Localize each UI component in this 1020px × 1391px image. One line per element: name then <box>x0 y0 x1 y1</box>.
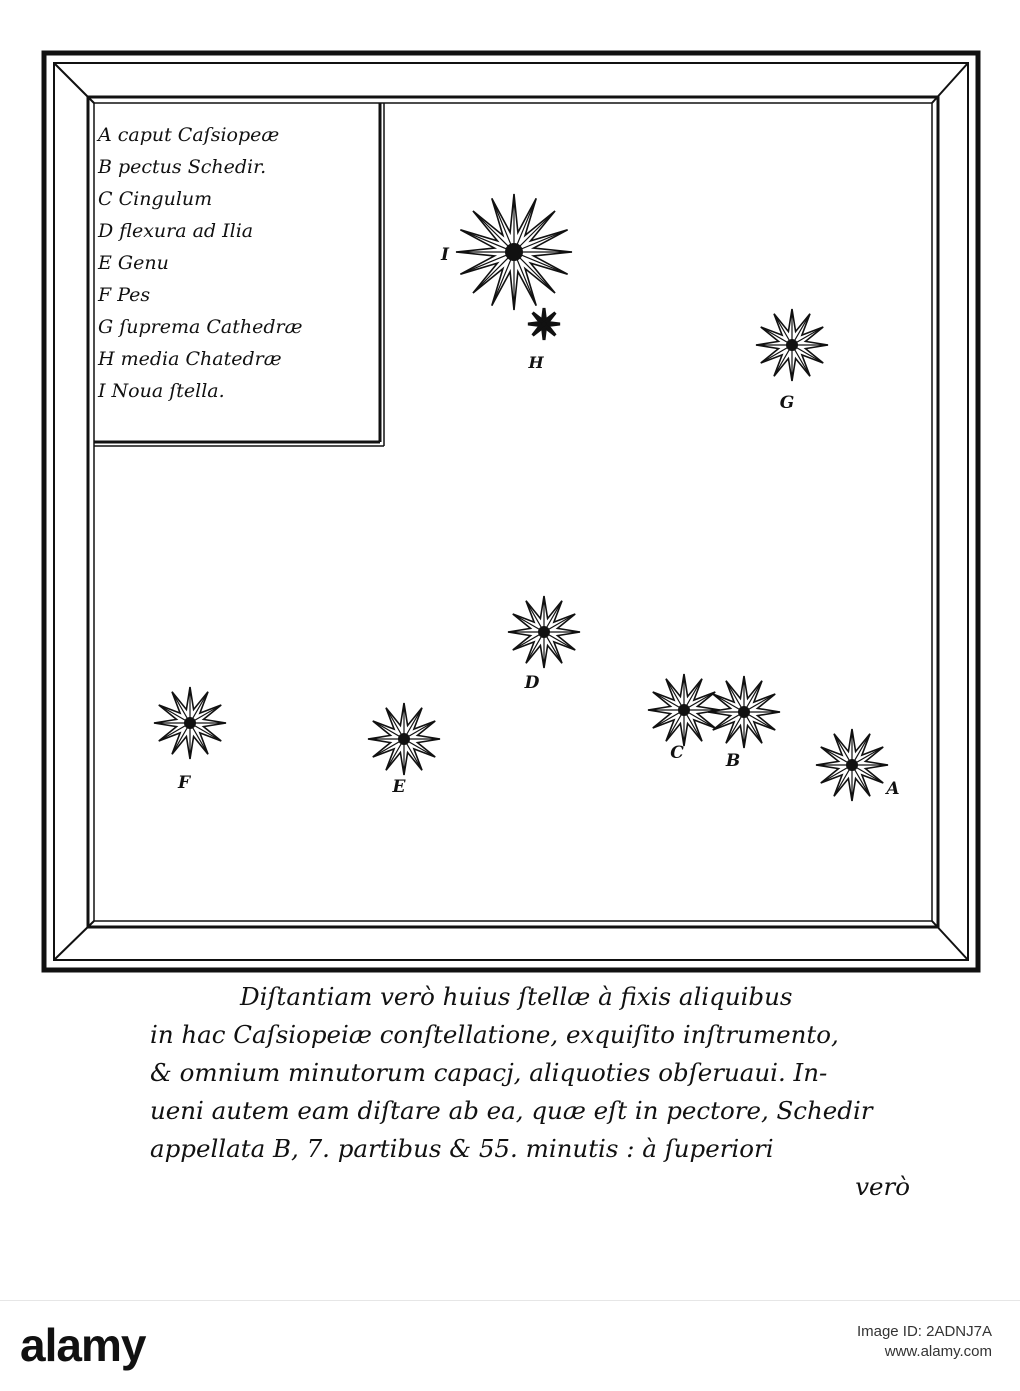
star-label-e: E <box>392 777 406 797</box>
caption-line: Diſtantiam verò huius ſtellæ à fixis aliquibus <box>240 982 793 1011</box>
stars-layer <box>154 194 900 801</box>
star-label-f: F <box>177 773 191 793</box>
legend-item-i: I Noua ſtella. <box>98 380 225 402</box>
star-core <box>505 243 523 261</box>
legend-item-e: E Genu <box>98 252 169 274</box>
star-core <box>786 339 798 351</box>
star-label-g: G <box>779 393 795 413</box>
legend-item-d: D flexura ad Ilia <box>98 220 254 242</box>
star-label-h: H <box>528 353 544 372</box>
star-core <box>846 759 858 771</box>
star-core <box>542 322 547 327</box>
caption-line: ueni autem eam diſtare ab ea, quæ eſt in pectore, Schedir <box>150 1096 873 1125</box>
caption-text <box>150 978 910 1206</box>
star-genu <box>368 703 440 797</box>
star-nova-stella <box>440 194 572 310</box>
star-pectus-schedir <box>708 676 780 771</box>
star-suprema-cathedrae <box>756 309 828 413</box>
caption-line: & omnium minutorum capacj, aliquoties obſeruaui. In- <box>150 1058 828 1087</box>
star-core <box>678 704 690 716</box>
star-flexura-ad-ilia <box>508 596 580 693</box>
star-core <box>538 626 550 638</box>
legend-item-h: H media Chatedræ <box>98 348 282 370</box>
watermark-id <box>857 1322 992 1362</box>
star-label-a: A <box>886 779 900 799</box>
legend-item-f: F Pes <box>98 284 151 306</box>
legend-item-a: A caput Caſsiopeæ <box>98 124 280 146</box>
star-caput-cassiopeae <box>816 729 900 801</box>
caption-line: in hac Caſsiopeiæ conſtellatione, exquiſito inſtrumento, <box>150 1020 839 1049</box>
star-core <box>184 717 196 729</box>
star-label-c: C <box>670 743 684 763</box>
watermark-logo: alamy <box>20 1319 146 1371</box>
caption-line: appellata B, 7. partibus & 55. minutis : à ſuperiori <box>150 1134 774 1163</box>
legend-item-c: C Cingulum <box>98 188 213 210</box>
star-core <box>398 733 410 745</box>
star-pes <box>154 687 226 793</box>
caption-line: verò <box>855 1172 910 1201</box>
star-media-chatedrae <box>527 308 560 372</box>
watermark-image-id: Image ID: 2ADNJ7A <box>856 1323 992 1340</box>
star-label-i: I <box>441 245 449 265</box>
star-label-d: D <box>524 673 540 693</box>
legend-item-g: G ſuprema Cathedræ <box>98 316 303 338</box>
star-cingulum <box>648 674 720 763</box>
legend-item-b: B pectus Schedir. <box>98 156 267 178</box>
star-core <box>738 706 750 718</box>
star-label-b: B <box>725 751 741 771</box>
watermark-url: www.alamy.com <box>884 1343 992 1360</box>
